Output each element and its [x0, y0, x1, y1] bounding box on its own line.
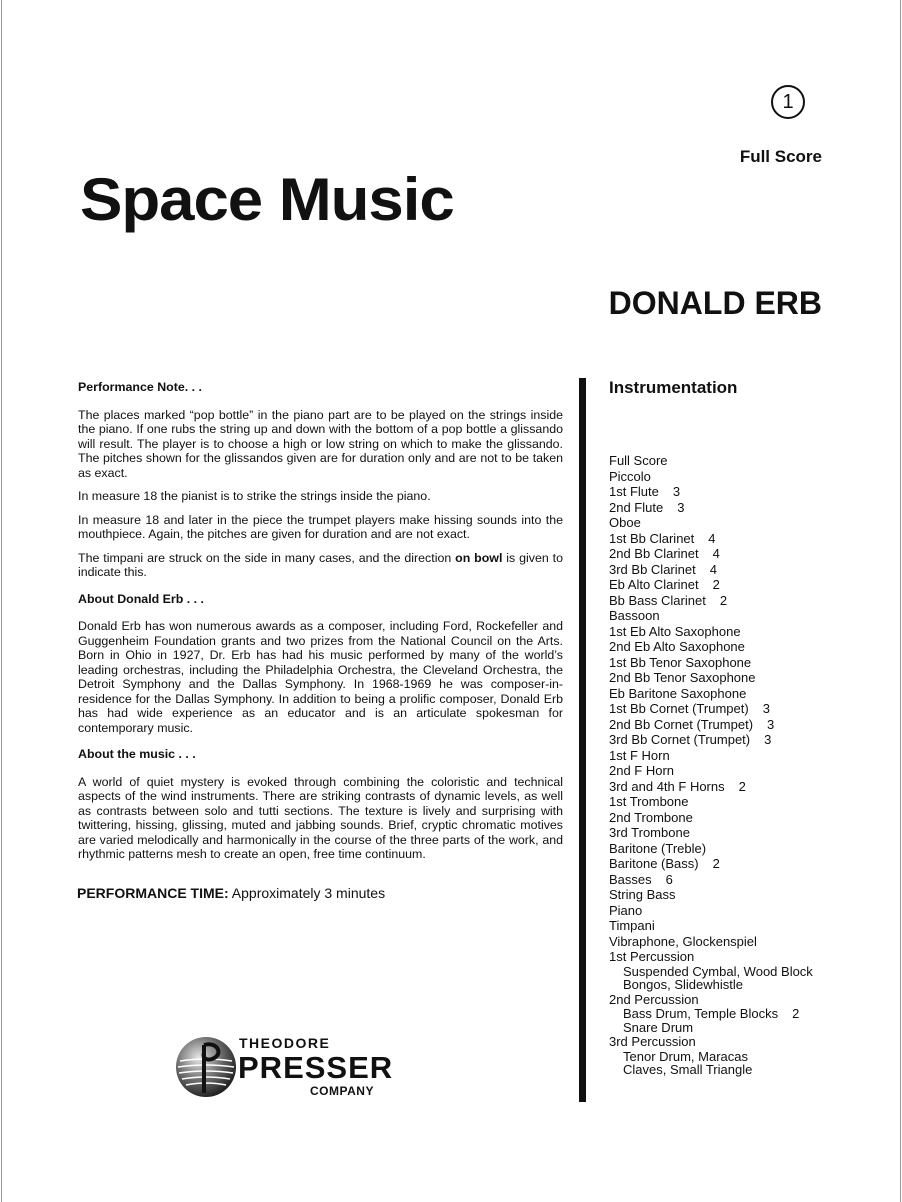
instrument-item — [609, 934, 813, 950]
instrument-name: 2nd F Horn — [609, 763, 675, 778]
instrument-name: Vibraphone, Glockenspiel — [609, 933, 757, 949]
instrument-item — [609, 469, 813, 485]
instrument-name: 1st Bb Tenor Saxophone — [609, 654, 752, 670]
instrument-name: 1st Trombone — [609, 794, 689, 809]
about-music-heading: About the music . . . — [78, 747, 196, 761]
instrument-name: Suspended Cymbal, Wood Block — [623, 963, 813, 979]
instrument-item — [609, 546, 813, 562]
performance-note-paragraph: In measure 18 the pianist is to strike the strings inside the piano. — [78, 489, 431, 503]
instrument-count: 3 — [764, 732, 772, 747]
instrument-name: 1st Flute — [609, 484, 659, 499]
instrument-name: Snare Drum — [623, 1019, 694, 1035]
instrument-name: 3rd Bb Cornet (Trumpet) — [609, 732, 751, 747]
timpani-note-end: is given to indicate this. — [78, 550, 563, 579]
instrument-item — [609, 1050, 813, 1064]
instrument-item — [609, 903, 813, 919]
instrument-item — [609, 918, 813, 934]
instrument-name: Baritone (Treble) — [609, 840, 707, 856]
publisher-line-3: COMPANY — [310, 1084, 374, 1098]
instrument-item — [609, 887, 813, 903]
instrument-name: 2nd Flute — [609, 499, 664, 515]
instrument-item — [609, 686, 813, 702]
instrument-item — [609, 856, 813, 872]
instrument-name: 1st Bb Clarinet — [609, 530, 695, 546]
instrument-name: 2nd Bb Cornet (Trumpet) — [609, 716, 754, 732]
instrument-item — [609, 1021, 813, 1035]
instrument-item — [609, 500, 813, 516]
instrument-name: 1st Bb Cornet (Trumpet) — [609, 701, 749, 716]
instrument-item — [609, 608, 813, 624]
performance-time — [77, 885, 385, 901]
instrument-item — [609, 763, 813, 779]
instrument-item — [609, 484, 813, 500]
composer-name: DONALD ERB — [608, 285, 822, 321]
instrument-item — [609, 992, 813, 1008]
performance-note-paragraph: In measure 18 and later in the piece the trumpet players make hissing sounds into the mouthpiece. Again, the pitches are given for duration and are not exact. — [78, 512, 563, 541]
instrument-name: 2nd Eb Alto Saxophone — [609, 639, 745, 654]
instrument-item — [609, 593, 813, 609]
presser-globe-logo — [174, 1035, 238, 1099]
instrument-count: 3 — [767, 716, 775, 732]
instrument-item — [609, 670, 813, 686]
performance-note-heading: Performance Note. . . — [78, 380, 202, 394]
instrument-name: Timpani — [609, 918, 655, 933]
instrument-item — [609, 1007, 813, 1021]
instrument-item — [609, 655, 813, 671]
instrument-item — [609, 1063, 813, 1077]
performance-time-label: PERFORMANCE TIME: — [77, 885, 229, 901]
timpani-note-text: The timpani are struck on the side in many cases, and the direction — [78, 550, 456, 565]
performance-note-paragraph: The places marked “pop bottle” in the piano part are to be played on the strings inside the piano. If one rubs the string up and down with the bottom of a pop bottle a glissando will result. The player is to choose a high or low string on which to make the glissando. The pitches shown for the glissandos given are for duration only and are not to be taken as exact. — [78, 407, 563, 480]
instrument-name: 1st Percussion — [609, 949, 695, 964]
instrument-item — [609, 794, 813, 810]
instrument-count: 4 — [708, 530, 716, 546]
instrument-item — [609, 453, 813, 469]
instrument-count: 2 — [712, 577, 720, 592]
publisher-line-2: PRESSER — [238, 1050, 394, 1085]
instrument-name: 2nd Percussion — [609, 991, 699, 1007]
instrument-name: Piccolo — [609, 468, 651, 484]
instrument-item — [609, 562, 813, 578]
instrument-name: 3rd and 4th F Horns — [609, 778, 725, 794]
instrument-name: 2nd Trombone — [609, 809, 693, 825]
instrument-count: 2 — [792, 1006, 800, 1021]
instrument-name: Tenor Drum, Maracas — [623, 1048, 748, 1064]
performance-time-value: Approximately 3 minutes — [228, 885, 386, 901]
instrument-item — [609, 701, 813, 717]
instrument-item — [609, 872, 813, 888]
instrument-item — [609, 949, 813, 965]
instrument-count: 4 — [712, 546, 720, 561]
about-music-text: A world of quiet mystery is evoked through combining the coloristic and technical aspects of the wind instruments. There are striking contrasts of dynamic levels, as well as contrasts between solo and tutti sections. The texture is lively and surprising with twittering, hissing, glissing, muted and jabbing sounds. Brief, cryptic chromatic motives are varied melodically and harmonically in the course of the three parts of the work, and rhythmic patterns mesh to create an open, free time continuum. — [78, 774, 563, 861]
instrument-item — [609, 717, 813, 733]
instrument-name: Claves, Small Triangle — [623, 1062, 753, 1077]
instrument-name: 3rd Percussion — [609, 1034, 696, 1049]
timpani-note-bold: on bowl — [455, 550, 503, 565]
timpani-note — [78, 551, 563, 580]
instrument-count: 4 — [709, 561, 717, 577]
page-edge-left — [1, 0, 2, 1202]
about-composer-text: Donald Erb has won numerous awards as a composer, including Ford, Rockefeller and Guggenheim Foundation grants and two prizes from the National Council on the Arts. Born in Ohio in 1927, Dr. Erb has had his music performed by many of the world’s leading orchestras, including the Philadelphia Orchestra, the Cleveland Orchestra, the Detroit Symphony and the Dallas Symphony. In 1968-1969 he was composer-in-residence for the Dallas Symphony. In addition to being a prolific composer, Donald Erb has had wide experience as an educator and is an articulate spokesman for contemporary music. — [78, 619, 563, 735]
instrument-count: 6 — [665, 871, 673, 887]
instrument-name: Eb Alto Clarinet — [609, 577, 699, 592]
instrument-item — [609, 624, 813, 640]
instrumentation-list — [609, 453, 813, 1077]
about-composer-heading: About Donald Erb . . . — [78, 591, 204, 606]
instrument-count: 3 — [677, 499, 685, 515]
instrument-item — [609, 1034, 813, 1050]
program-notes — [78, 380, 563, 871]
instrument-item — [609, 779, 813, 795]
instrument-name: Bass Drum, Temple Blocks — [623, 1006, 779, 1021]
instrument-name: Baritone (Bass) — [609, 856, 699, 871]
instrument-item — [609, 825, 813, 841]
instrument-item — [609, 639, 813, 655]
instrument-name: 2nd Bb Clarinet — [609, 546, 699, 561]
instrument-name: 3rd Bb Clarinet — [609, 561, 696, 577]
instrument-name: 1st Eb Alto Saxophone — [609, 623, 741, 639]
instrument-name: Eb Baritone Saxophone — [609, 685, 747, 701]
score-label: Full Score — [739, 147, 822, 166]
instrument-name: Piano — [609, 902, 643, 918]
instrumentation-heading: Instrumentation — [609, 378, 738, 397]
instrument-name: String Bass — [609, 887, 676, 902]
instrument-item — [609, 841, 813, 857]
instrument-item — [609, 810, 813, 826]
instrument-name: Bassoon — [609, 608, 660, 623]
instrument-item — [609, 748, 813, 764]
piece-title: Space Music — [80, 166, 454, 233]
instrument-name: Bongos, Slidewhistle — [623, 977, 743, 992]
instrument-count: 3 — [672, 484, 681, 499]
instrument-name: 3rd Trombone — [609, 825, 690, 840]
instrument-name: Oboe — [609, 515, 641, 530]
instrument-item — [609, 965, 813, 979]
instrument-item — [609, 732, 813, 748]
instrument-count: 2 — [712, 856, 720, 871]
instrument-count: 3 — [762, 701, 770, 716]
instrument-count: 2 — [719, 592, 728, 608]
instrument-name: Full Score — [609, 453, 668, 468]
instrument-name: Basses — [609, 871, 652, 887]
instrument-name: Bb Bass Clarinet — [609, 592, 706, 608]
page-edge-right — [900, 0, 901, 1202]
instrument-item — [609, 577, 813, 593]
instrument-item — [609, 978, 813, 992]
column-divider — [579, 378, 586, 1102]
publisher-line-1: THEODORE — [239, 1035, 331, 1051]
page-number: 1 — [771, 85, 805, 119]
instrument-name: 2nd Bb Tenor Saxophone — [609, 670, 756, 685]
instrument-item — [609, 515, 813, 531]
instrument-item — [609, 531, 813, 547]
instrument-name: 1st F Horn — [609, 747, 670, 763]
instrument-count: 2 — [738, 778, 746, 794]
